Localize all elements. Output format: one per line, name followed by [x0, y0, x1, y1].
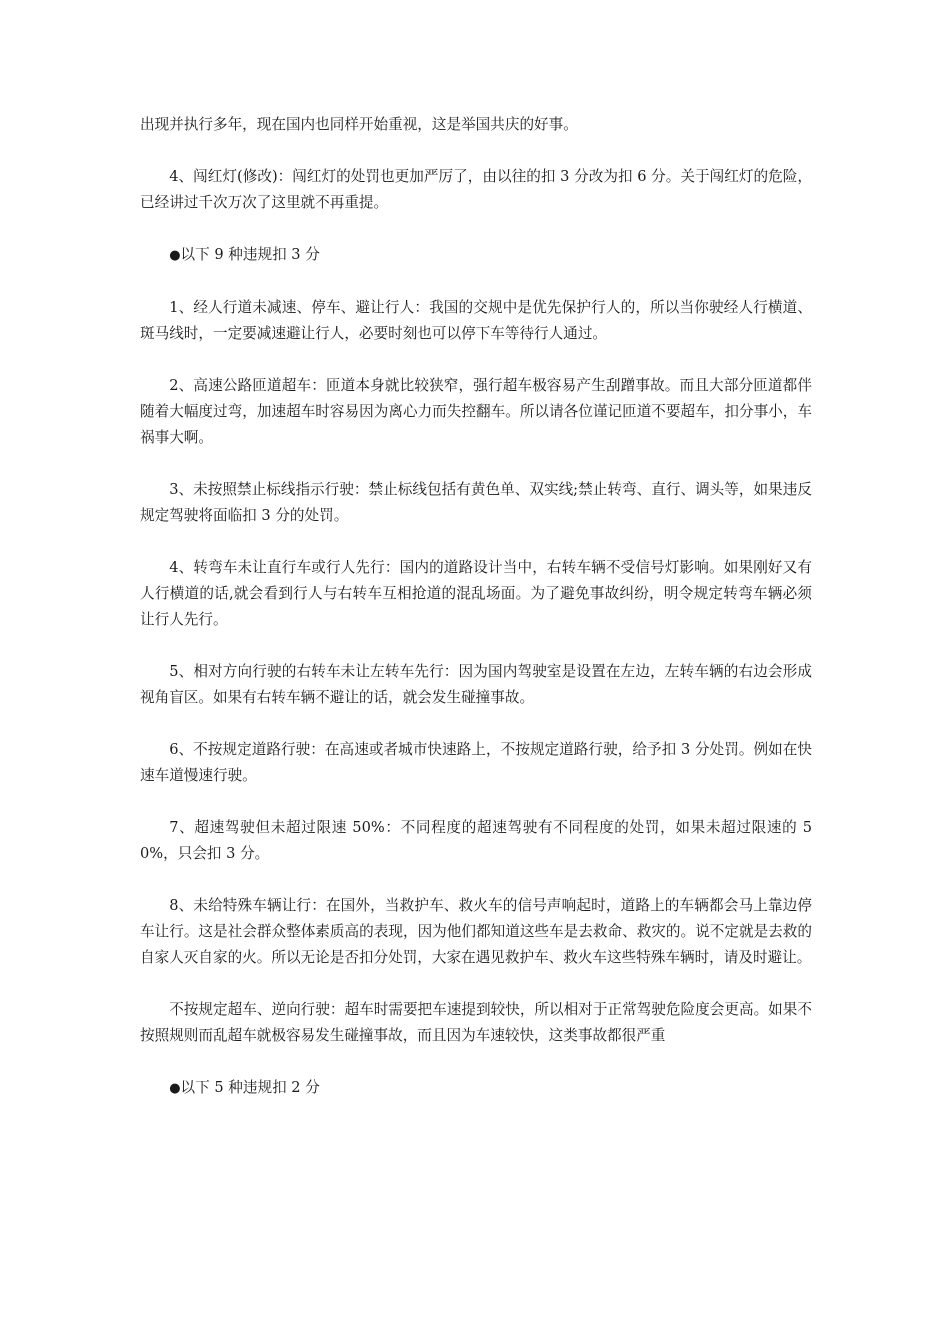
paragraph-item-1: 1、经人行道未减速、停车、避让行人：我国的交规中是优先保护行人的，所以当你驶经人行横道、斑马线时，一定要减速避让行人，必要时刻也可以停下车等待行人通过。 [140, 299, 812, 342]
document-body [140, 112, 812, 1128]
paragraph-item-4: 4、转弯车未让直行车或行人先行：国内的道路设计当中，右转车辆不受信号灯影响。如果刚好又有人行横道的话,就会看到行人与右转车互相抢道的混乱场面。为了避免事故纠纷，明令规定转弯车辆必须让行人先行。 [140, 559, 812, 628]
paragraph-item-3: 3、未按照禁止标线指示行驶：禁止标线包括有黄色单、双实线;禁止转弯、直行、调头等，如果违反规定驾驶将面临扣 3 分的处罚。 [140, 481, 812, 524]
paragraph-item-7: 7、超速驾驶但未超过限速 50%：不同程度的超速驾驶有不同程度的处罚，如果未超过限速的 50%，只会扣 3 分。 [140, 819, 812, 862]
section-heading-text: 以下 9 种违规扣 3 分 [180, 246, 320, 263]
paragraph-item-9: 不按规定超车、逆向行驶：超车时需要把车速提到较快，所以相对于正常驾驶危险度会更高。如果不按照规则而乱超车就极容易发生碰撞事故，而且因为车速较快，这类事故都很严重 [140, 1001, 812, 1044]
bullet-icon: ● [169, 1081, 181, 1096]
paragraph-item-8: 8、未给特殊车辆让行：在国外，当救护车、救火车的信号声响起时，道路上的车辆都会马上靠边停车让行。这是社会群众整体素质高的表现，因为他们都知道这些车是去救命、救灾的。说不定就是去救的自家人灭自家的火。所以无论是否扣分处罚，大家在遇见救护车、救火车这些特殊车辆时，请及时避让。 [140, 897, 812, 966]
paragraph-item-6: 6、不按规定道路行驶：在高速或者城市快速路上，不按规定道路行驶，给予扣 3 分处罚。例如在快速车道慢速行驶。 [140, 741, 812, 784]
paragraph-item-2: 2、高速公路匝道超车：匝道本身就比较狭窄，强行超车极容易产生刮蹭事故。而且大部分匝道都伴随着大幅度过弯，加速超车时容易因为离心力而失控翻车。所以请各位谨记匝道不要超车，扣分事小，车祸事大啊。 [140, 377, 812, 446]
section-heading-text: 以下 5 种违规扣 2 分 [180, 1079, 320, 1096]
paragraph-red-light: 4、闯红灯(修改)：闯红灯的处罚也更加严厉了，由以往的扣 3 分改为扣 6 分。关于闯红灯的危险，已经讲过千次万次了这里就不再重提。 [140, 168, 812, 211]
section-heading-2-points [140, 1075, 812, 1102]
paragraph-continuation: 出现并执行多年，现在国内也同样开始重视，这是举国共庆的好事。 [140, 116, 578, 133]
section-heading-3-points [140, 242, 812, 269]
paragraph-item-5: 5、相对方向行驶的右转车未让左转车先行：因为国内驾驶室是设置在左边，左转车辆的右边会形成视角盲区。如果有右转车辆不避让的话，就会发生碰撞事故。 [140, 663, 812, 706]
bullet-icon: ● [169, 248, 181, 263]
